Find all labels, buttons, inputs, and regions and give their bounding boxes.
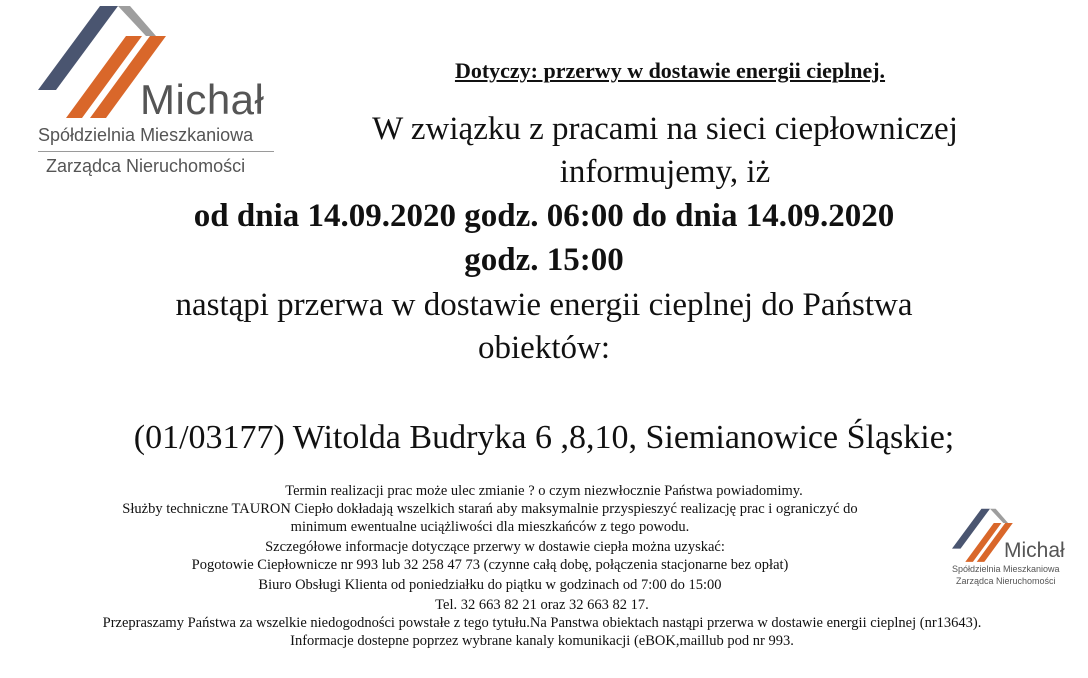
logo-subtitle-1: Spółdzielnia Mieszkaniowa	[38, 125, 254, 145]
notice-subject: Dotyczy: przerwy w dostawie energii cieplnej.	[454, 58, 886, 83]
logo-small-gray-roof	[990, 509, 1008, 523]
footer-line-4: Szczegółowe informacje dotyczące przerwy w dostawie ciepła można uzyskać:	[265, 539, 725, 555]
footer-line-7: Tel. 32 663 82 21 oraz 32 663 82 17.	[435, 597, 649, 613]
logo-small-subtitle-2: Zarządca Nieruchomości	[956, 576, 1056, 586]
footer-line-2: Służby techniczne TAURON Ciepło dokładają wszelkich starań aby maksymalnie przyspieszyć realizację prac i ograniczyć do	[122, 501, 858, 517]
logo-small-brand-name: Michał	[1004, 539, 1065, 562]
logo-small	[948, 508, 1083, 593]
logo-divider	[38, 151, 274, 152]
logo-large	[30, 6, 280, 176]
logo-brand-name: Michał	[140, 76, 265, 123]
logo-subtitle-2: Zarządca Nieruchomości	[46, 156, 246, 176]
intro-line-2: informujemy, iż	[559, 154, 771, 190]
logo-gray-roof	[118, 6, 156, 36]
intro-line-1: W związku z pracami na sieci ciepłowniczej	[372, 111, 958, 147]
footer-line-8: Przepraszamy Państwa za wszelkie niedogodności powstałe z tego tytułu.Na Panstwa obiektach nastąpi przerwa w dostawie energii cieplnej (nr13643).	[102, 615, 982, 631]
footer-line-3: minimum ewentualne uciążliwości dla mieszkańców z tego powodu.	[290, 519, 690, 535]
notice-line-2: obiektów:	[478, 330, 610, 366]
footer-line-5: Pogotowie Ciepłownicze nr 993 lub 32 258 47 73 (czynne całą dobę, połączenia stacjonarne bez opłat)	[191, 557, 789, 573]
footer-line-6: Biuro Obsługi Klienta od poniedziałku do piątku w godzinach od 7:00 do 15:00	[258, 577, 722, 593]
footer-line-9: Informacje dostepne poprzez wybrane kanaly komunikacji (eBOK,maillub pod nr 993.	[290, 633, 794, 649]
affected-address: (01/03177) Witolda Budryka 6 ,8,10, Siemianowice Śląskie;	[133, 419, 955, 456]
footer-line-1: Termin realizacji prac może ulec zmianie ? o czym niezwłocznie Państwa powiadomimy.	[285, 483, 803, 499]
dates-line-1: od dnia 14.09.2020 godz. 06:00 do dnia 14.09.2020	[193, 198, 895, 234]
notice-line-1: nastąpi przerwa w dostawie energii cieplnej do Państwa	[175, 287, 913, 323]
dates-line-2: godz. 15:00	[464, 242, 624, 278]
logo-small-subtitle-1: Spółdzielnia Mieszkaniowa	[952, 564, 1060, 574]
